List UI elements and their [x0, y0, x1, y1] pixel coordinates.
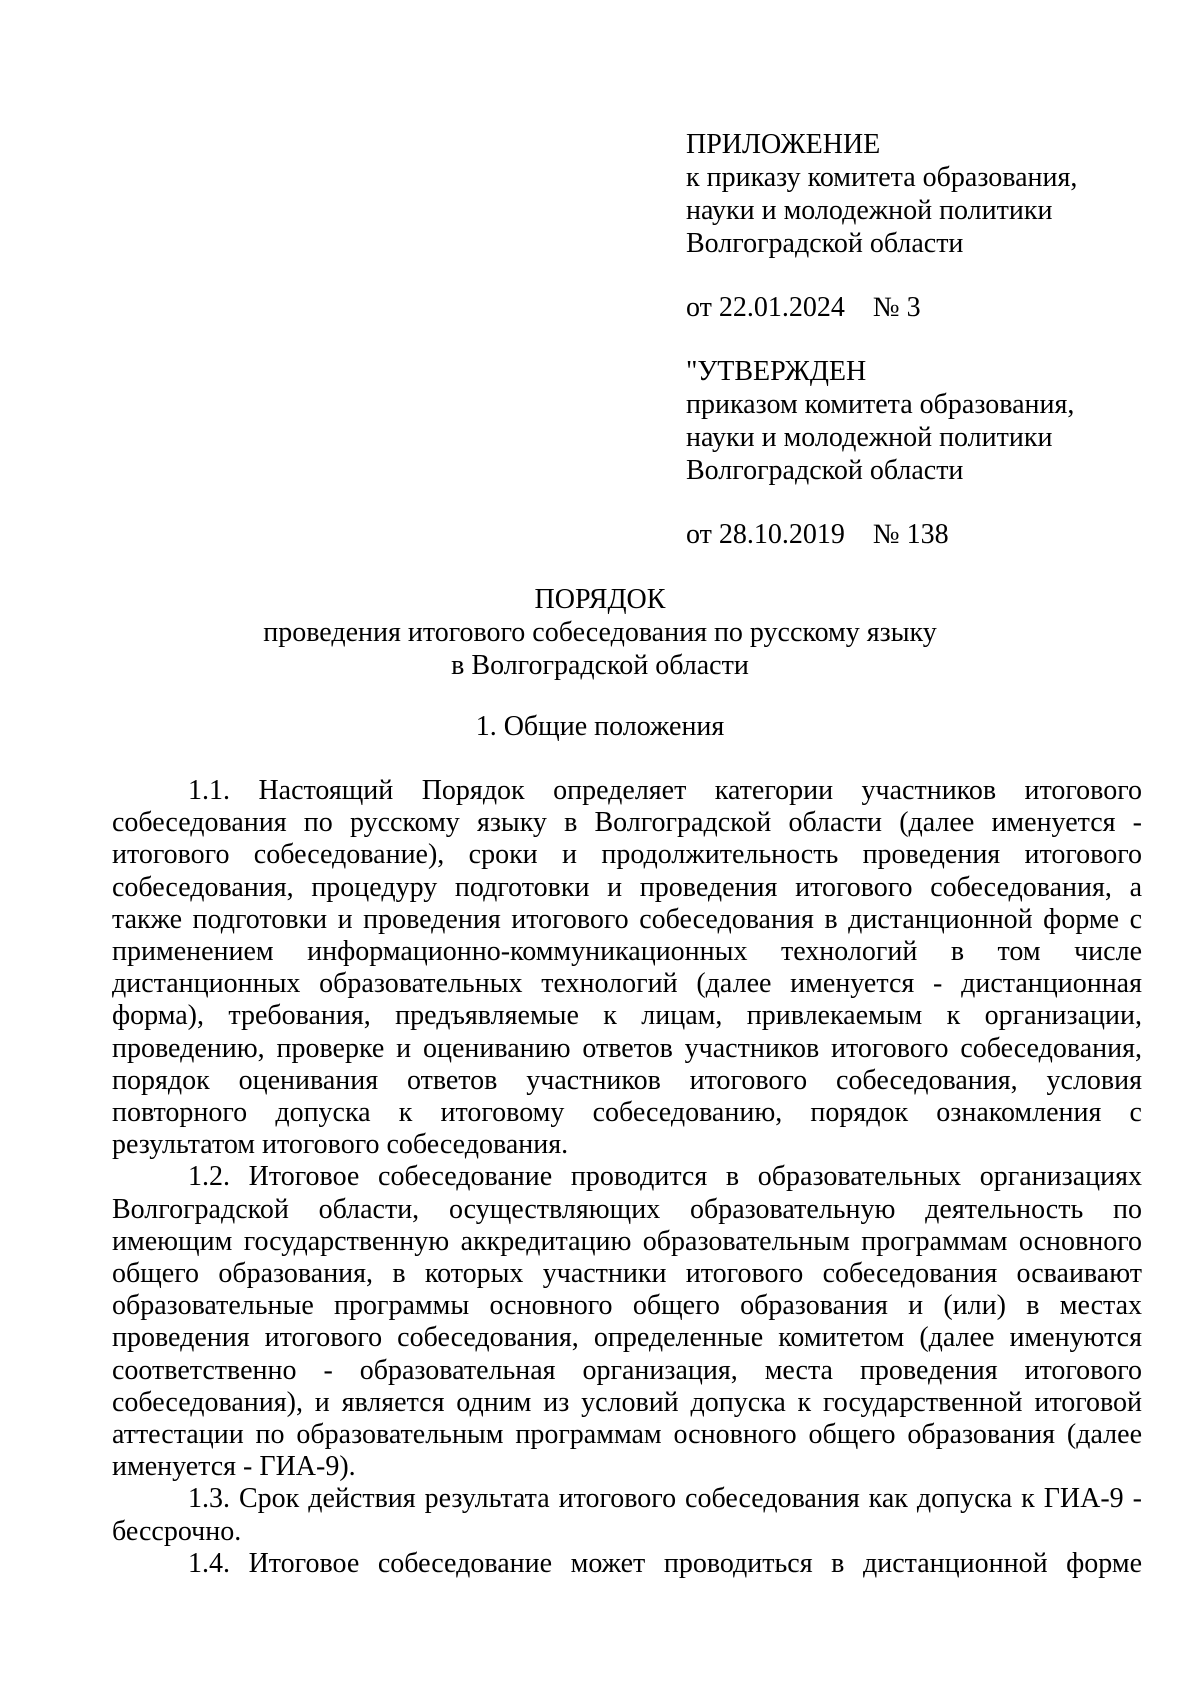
approved-line: приказом комитета образования,: [686, 389, 1075, 420]
paragraph-1-2: 1.2. Итоговое собеседование проводится в образовательных организациях Волгоградской области, осуществляющих образовательную деятельность по имеющим государственную аккредитацию образовательным программам основного общего образования, в которых участники итогового собеседования осваивают образовательные программы основного общего образования и (или) в местах проведения итогового собеседования, определенные комитетом (далее именуются соответственно - образовательная организация, места проведения итогового собеседования), и является одним из условий допуска к государственной итоговой аттестации по образовательным программам основного общего образования (далее именуется - ГИА-9).: [112, 1161, 1142, 1483]
appendix-order-date-number: от 22.01.2024 № 3: [686, 292, 921, 323]
approved-line: науки и молодежной политики: [686, 422, 1053, 453]
spacer: [686, 487, 1166, 518]
section-body: [112, 775, 1142, 1580]
appendix-line: к приказу комитета образования,: [686, 162, 1078, 193]
section-title: 1. Общие положения: [475, 711, 725, 742]
spacer: [686, 324, 1166, 355]
approved-line: Волгоградской области: [686, 455, 964, 486]
spacer: [686, 260, 1166, 291]
document-title: ПОРЯДОК: [534, 584, 666, 615]
appendix-title: ПРИЛОЖЕНИЕ: [686, 129, 881, 160]
document-subtitle: проведения итогового собеседования по русскому языку: [263, 617, 937, 648]
approved-title: "УТВЕРЖДЕН: [686, 356, 867, 387]
paragraph-1-4: 1.4. Итоговое собеседование может проводиться в дистанционной форме: [188, 1547, 1142, 1579]
paragraph-1-1: 1.1. Настоящий Порядок определяет категории участников итогового собеседования по русскому языку в Волгоградской области (далее именуется - итогового собеседование), сроки и продолжительность проведения итогового собеседования, процедуру подготовки и проведения итогового собеседования, а также подготовки и проведения итогового собеседования в дистанционной форме с применением информационно-коммуникационных технологий в том числе дистанционных образовательных технологий (далее именуется - дистанционная форма), требования, предъявляемые к лицам, привлекаемым к организации, проведению, проверке и оцениванию ответов участников итогового собеседования, порядок оценивания ответов участников итогового собеседования, условия повторного допуска к итоговому собеседованию, порядок ознакомления с результатом итогового собеседования.: [112, 775, 1142, 1161]
paragraph-1-3: 1.3. Срок действия результата итогового собеседования как допуска к ГИА-9 - бессрочно.: [112, 1483, 1142, 1547]
document-heading: [0, 583, 1200, 682]
appendix-line: науки и молодежной политики: [686, 195, 1053, 226]
document-subtitle: в Волгоградской области: [451, 650, 749, 681]
header-block: [686, 128, 1166, 551]
approved-order-date-number: от 28.10.2019 № 138: [686, 519, 949, 550]
appendix-line: Волгоградской области: [686, 228, 964, 259]
